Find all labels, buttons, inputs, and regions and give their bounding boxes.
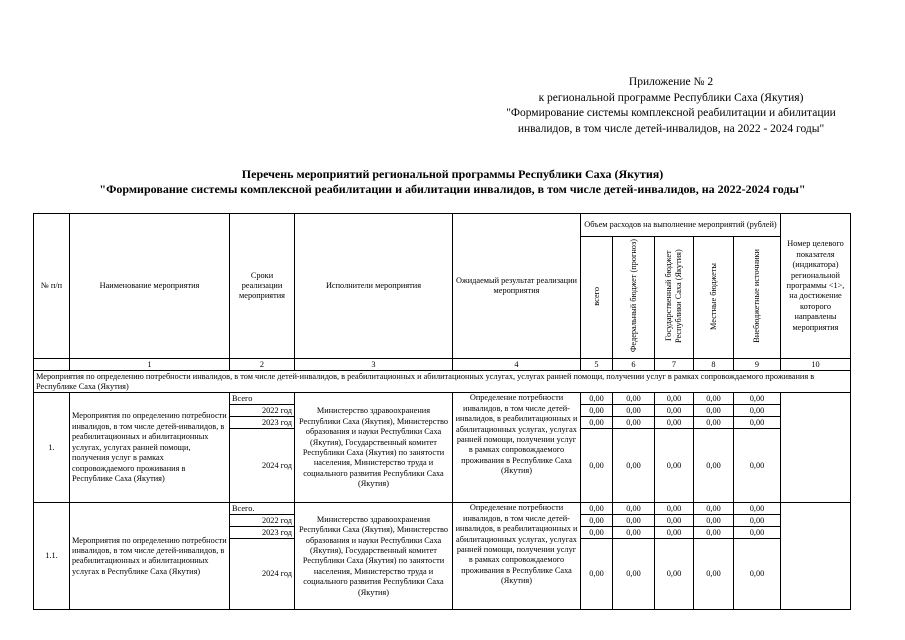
header-name: Наименование мероприятия [70, 214, 230, 359]
header-local: Местные бюджеты [694, 237, 734, 359]
block-2-local-2: 0,00 [694, 527, 734, 539]
column-number: 9 [734, 359, 781, 371]
document-title [0, 167, 905, 197]
block-2-federal-3: 0,00 [613, 539, 655, 610]
block-1-term-1: 2022 год [230, 405, 295, 417]
column-number: 10 [781, 359, 851, 371]
block-2-state-1: 0,00 [655, 515, 694, 527]
section-title: Мероприятия по определению потребности инвалидов, в том числе детей-инвалидов, в реабилитационных и абилитационных услугах, услугах ранней помощи, получении услуг в рамках сопровождаемого проживания в Республике Саха (Якутия) [34, 371, 851, 393]
header-result: Ожидаемый результат реализации мероприятия [453, 214, 581, 359]
block-1-extra-1: 0,00 [734, 405, 781, 417]
block-1-federal-3: 0,00 [613, 429, 655, 503]
block-1-total-1: 0,00 [581, 405, 613, 417]
column-number-row [34, 359, 851, 371]
column-number: 4 [453, 359, 581, 371]
block-2-local-0: 0,00 [694, 503, 734, 515]
block-1-state-3: 0,00 [655, 429, 694, 503]
block-1-state-2: 0,00 [655, 417, 694, 429]
block-2-local-1: 0,00 [694, 515, 734, 527]
block-1-num: 1. [34, 393, 70, 503]
column-number: 2 [230, 359, 295, 371]
appendix-header [476, 75, 866, 137]
block-2-executors: Министерство здравоохранения Республики Саха (Якутия), Министерство образования и науки Республики Саха (Якутия), Государственный комитет Республики Саха (Якутия) по занятости населения, Министерство труда и социального развития Республики Саха (Якутия) [295, 503, 453, 610]
section-row [34, 371, 851, 393]
block-1-total-3: 0,00 [581, 429, 613, 503]
block-1-local-1: 0,00 [694, 405, 734, 417]
block-2-total-0: 0,00 [581, 503, 613, 515]
block-1-local-3: 0,00 [694, 429, 734, 503]
header-indicator: Номер целевого показателя (индикатора) региональной программы <1>, на достижение которого направлены мероприятия [781, 214, 851, 359]
block-1-local-0: 0,00 [694, 393, 734, 405]
title-line-1: Перечень мероприятий региональной программы Республики Саха (Якутия) [241, 167, 664, 181]
block-1-executors: Министерство здравоохранения Республики Саха (Якутия), Министерство образования и науки Республики Саха (Якутия), Государственный комитет Республики Саха (Якутия) по занятости населения, Министерство труда и социального развития Республики Саха (Якутия) [295, 393, 453, 503]
header-state: Государственный бюджет Республики Саха (Якутия) [655, 237, 694, 359]
block-1-state-1: 0,00 [655, 405, 694, 417]
measures-table [33, 213, 851, 610]
header-row-1 [34, 214, 851, 237]
column-number: 8 [694, 359, 734, 371]
header-num: № п/п [34, 214, 70, 359]
block-2-total-3: 0,00 [581, 539, 613, 610]
block-1-extra-0: 0,00 [734, 393, 781, 405]
block-1-name: Мероприятия по определению потребности инвалидов, в том числе детей-инвалидов, в реабилитационных и абилитационных услугах, услугах ранней помощи, получения услуг в рамках сопровождаемого проживания в Республике Саха (Якутия) [70, 393, 230, 503]
block-1-term-2: 2023 год [230, 417, 295, 429]
block-2-term-3: 2024 год [230, 539, 295, 610]
block-2-federal-1: 0,00 [613, 515, 655, 527]
appendix-program-name-1: "Формирование системы комплексной реабилитации и абилитации [506, 107, 836, 119]
block-2-state-0: 0,00 [655, 503, 694, 515]
header-term: Сроки реализации мероприятия [230, 214, 295, 359]
block-2-result: Определение потребности инвалидов, в том числе детей-инвалидов, в реабилитационных и абилитационных услугах, услугах ранней помощи, получении услуг в рамках сопровождаемого проживания в Республике Саха (Якутия) [453, 503, 581, 610]
block-2-term-2: 2023 год [230, 527, 295, 539]
block-1-federal-0: 0,00 [613, 393, 655, 405]
block-1-federal-1: 0,00 [613, 405, 655, 417]
block-2-num: 1.1. [34, 503, 70, 610]
appendix-program-ref: к региональной программе Республики Саха (Якутия) [538, 91, 804, 104]
header-extra: Внебюджетные источники [734, 237, 781, 359]
column-number: 3 [295, 359, 453, 371]
header-executors: Исполнители мероприятия [295, 214, 453, 359]
block-2-local-3: 0,00 [694, 539, 734, 610]
block-1-federal-2: 0,00 [613, 417, 655, 429]
table-row [34, 503, 851, 515]
block-2-extra-0: 0,00 [734, 503, 781, 515]
header-expenses: Объем расходов на выполнение мероприятий (рублей) [581, 214, 781, 237]
block-2-extra-2: 0,00 [734, 527, 781, 539]
table-row [34, 393, 851, 405]
block-2-federal-2: 0,00 [613, 527, 655, 539]
block-2-indicator [781, 503, 851, 610]
block-2-extra-3: 0,00 [734, 539, 781, 610]
block-1-term-3: 2024 год [230, 429, 295, 503]
block-1-state-0: 0,00 [655, 393, 694, 405]
block-2-term-0: Всего. [230, 503, 295, 515]
block-1-extra-2: 0,00 [734, 417, 781, 429]
block-2-total-1: 0,00 [581, 515, 613, 527]
header-federal: Федеральный бюджет (прогноз) [613, 237, 655, 359]
appendix-program-name-2: инвалидов, в том числе детей-инвалидов, на 2022 - 2024 годы" [517, 122, 825, 135]
block-1-total-0: 0,00 [581, 393, 613, 405]
block-2-state-2: 0,00 [655, 527, 694, 539]
block-2-federal-0: 0,00 [613, 503, 655, 515]
block-2-state-3: 0,00 [655, 539, 694, 610]
block-1-total-2: 0,00 [581, 417, 613, 429]
column-number: 7 [655, 359, 694, 371]
appendix-number: Приложение № 2 [628, 76, 714, 88]
block-1-local-2: 0,00 [694, 417, 734, 429]
block-2-extra-1: 0,00 [734, 515, 781, 527]
column-number: 1 [70, 359, 230, 371]
block-1-indicator [781, 393, 851, 503]
column-number: 6 [613, 359, 655, 371]
block-2-name: Мероприятия по определению потребности инвалидов, в том числе детей-инвалидов, в реабилитационных и абилитационных услугах в Республике Саха (Якутия) [70, 503, 230, 610]
block-2-total-2: 0,00 [581, 527, 613, 539]
block-1-result: Определение потребности инвалидов, в том числе детей-инвалидов, в реабилитационных и абилитационных услугах, услугах ранней помощи, получении услуг в рамках сопровождаемого проживания в Республике Саха (Якутия) [453, 393, 581, 503]
block-1-term-0: Всего [230, 393, 295, 405]
block-1-extra-3: 0,00 [734, 429, 781, 503]
column-number: 5 [581, 359, 613, 371]
title-line-2: "Формирование системы комплексной реабилитации и абилитации инвалидов, в том числе детей-инвалидов, на 2022-2024 годы" [99, 182, 806, 196]
header-total: всего [581, 237, 613, 359]
block-2-term-1: 2022 год [230, 515, 295, 527]
